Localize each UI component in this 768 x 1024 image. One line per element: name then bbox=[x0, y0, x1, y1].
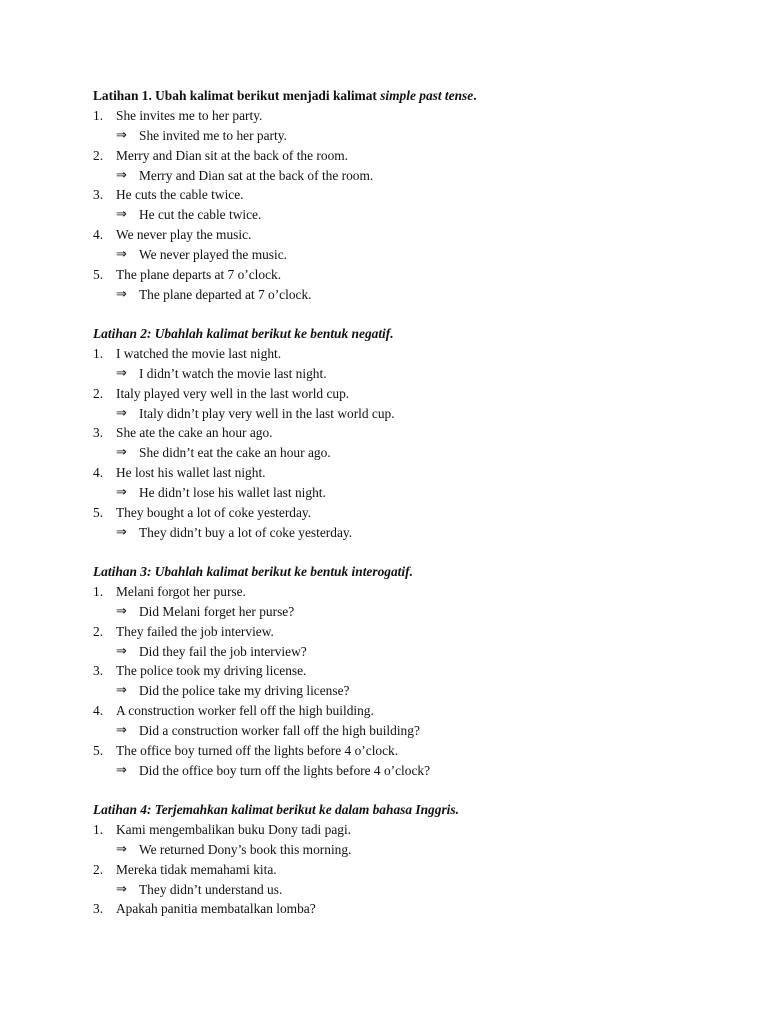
question-text: We never play the music. bbox=[116, 227, 252, 243]
list-item bbox=[93, 106, 713, 146]
list-item bbox=[93, 384, 713, 424]
answer-text: Did the police take my driving license? bbox=[139, 683, 350, 699]
right-double-arrow-icon: ⇒ bbox=[116, 643, 127, 659]
answer-text: Merry and Dian sat at the back of the room. bbox=[139, 167, 374, 183]
list-item bbox=[93, 185, 713, 225]
right-double-arrow-icon: ⇒ bbox=[116, 445, 127, 461]
right-double-arrow-icon: ⇒ bbox=[116, 841, 127, 857]
item-number: 4. bbox=[93, 703, 104, 719]
item-number: 5. bbox=[93, 742, 104, 758]
list-item bbox=[93, 622, 713, 662]
item-number: 2. bbox=[93, 147, 104, 163]
right-double-arrow-icon: ⇒ bbox=[116, 484, 127, 500]
list-item bbox=[93, 741, 713, 781]
item-number: 2. bbox=[93, 623, 104, 639]
question-text: A construction worker fell off the high building. bbox=[116, 703, 374, 719]
question-text: Mereka tidak memahami kita. bbox=[116, 861, 277, 877]
answer-text: They didn’t understand us. bbox=[139, 881, 283, 897]
item-number: 3. bbox=[93, 425, 104, 441]
right-double-arrow-icon: ⇒ bbox=[116, 524, 127, 540]
section-heading: Latihan 1. Ubah kalimat berikut menjadi kalimat simple past tense. bbox=[93, 88, 477, 103]
right-double-arrow-icon: ⇒ bbox=[116, 603, 127, 619]
item-number: 3. bbox=[93, 901, 104, 917]
item-number: 2. bbox=[93, 385, 104, 401]
answer-text: Did the office boy turn off the lights before 4 o’clock? bbox=[139, 762, 431, 778]
section-heading: Latihan 4: Terjemahkan kalimat berikut ke dalam bahasa Inggris. bbox=[93, 802, 459, 818]
list-item bbox=[93, 344, 713, 384]
answer-text: We never played the music. bbox=[139, 246, 288, 262]
list-item bbox=[93, 225, 713, 265]
answer-text: The plane departed at 7 o’clock. bbox=[139, 286, 312, 302]
answer-text: She didn’t eat the cake an hour ago. bbox=[139, 445, 331, 461]
list-item bbox=[93, 701, 713, 741]
item-number: 1. bbox=[93, 108, 104, 123]
right-double-arrow-icon: ⇒ bbox=[116, 365, 127, 381]
question-text: Italy played very well in the last world cup. bbox=[116, 385, 350, 401]
question-text: The office boy turned off the lights before 4 o’clock. bbox=[116, 742, 399, 758]
question-text: Melani forgot her purse. bbox=[116, 584, 246, 600]
list-item bbox=[93, 661, 713, 701]
item-number: 4. bbox=[93, 465, 104, 481]
item-number: 1. bbox=[93, 346, 104, 362]
right-double-arrow-icon: ⇒ bbox=[116, 207, 127, 223]
answer-text: He didn’t lose his wallet last night. bbox=[139, 484, 326, 500]
answer-text: Did a construction worker fall off the high building? bbox=[139, 722, 420, 738]
answer-text: I didn’t watch the movie last night. bbox=[139, 365, 327, 381]
list-item bbox=[93, 899, 713, 919]
list-item bbox=[93, 265, 713, 305]
right-double-arrow-icon: ⇒ bbox=[116, 405, 127, 421]
right-double-arrow-icon: ⇒ bbox=[116, 722, 127, 738]
right-double-arrow-icon: ⇒ bbox=[116, 762, 127, 778]
question-text: She ate the cake an hour ago. bbox=[116, 425, 273, 441]
answer-text: He cut the cable twice. bbox=[139, 207, 262, 223]
item-number: 1. bbox=[93, 584, 104, 600]
item-number: 1. bbox=[93, 822, 104, 838]
list-item bbox=[93, 463, 713, 503]
question-text: They bought a lot of coke yesterday. bbox=[116, 504, 312, 520]
question-text: Merry and Dian sit at the back of the room. bbox=[116, 147, 349, 163]
answer-text: Italy didn’t play very well in the last world cup. bbox=[139, 405, 395, 421]
answer-text: We returned Dony’s book this morning. bbox=[139, 841, 352, 857]
list-item bbox=[93, 582, 713, 622]
question-text: They failed the job interview. bbox=[116, 623, 274, 639]
answer-text: Did they fail the job interview? bbox=[139, 643, 307, 659]
question-text: The police took my driving license. bbox=[116, 663, 307, 679]
item-number: 3. bbox=[93, 663, 104, 679]
answer-text: Did Melani forget her purse? bbox=[139, 603, 295, 619]
item-number: 3. bbox=[93, 187, 104, 203]
item-number: 5. bbox=[93, 504, 104, 520]
exercise-section-2 bbox=[93, 324, 713, 542]
item-number: 2. bbox=[93, 861, 104, 877]
list-item bbox=[93, 423, 713, 463]
question-text: Apakah panitia membatalkan lomba? bbox=[116, 901, 316, 917]
exercise-section-4 bbox=[93, 800, 713, 919]
right-double-arrow-icon: ⇒ bbox=[116, 246, 127, 262]
section-heading: Latihan 2: Ubahlah kalimat berikut ke bentuk negatif. bbox=[93, 326, 394, 342]
exercise-section-3 bbox=[93, 562, 713, 780]
list-item bbox=[93, 820, 713, 860]
right-double-arrow-icon: ⇒ bbox=[116, 286, 127, 302]
item-number: 4. bbox=[93, 227, 104, 243]
right-double-arrow-icon: ⇒ bbox=[116, 683, 127, 699]
question-text: He cuts the cable twice. bbox=[116, 187, 244, 203]
answer-text: They didn’t buy a lot of coke yesterday. bbox=[139, 524, 353, 540]
answer-text: She invited me to her party. bbox=[139, 127, 287, 143]
question-text: The plane departs at 7 o’clock. bbox=[116, 266, 282, 282]
question-text: I watched the movie last night. bbox=[116, 346, 282, 362]
right-double-arrow-icon: ⇒ bbox=[116, 127, 127, 143]
list-item bbox=[93, 146, 713, 186]
right-double-arrow-icon: ⇒ bbox=[116, 167, 127, 183]
item-number: 5. bbox=[93, 266, 104, 282]
question-text: Kami mengembalikan buku Dony tadi pagi. bbox=[116, 822, 352, 838]
right-double-arrow-icon: ⇒ bbox=[116, 881, 127, 897]
exercise-content bbox=[93, 86, 713, 939]
list-item bbox=[93, 860, 713, 900]
question-text: He lost his wallet last night. bbox=[116, 465, 266, 481]
section-heading: Latihan 3: Ubahlah kalimat berikut ke bentuk interogatif. bbox=[93, 564, 413, 580]
question-text: She invites me to her party. bbox=[116, 108, 263, 123]
list-item bbox=[93, 503, 713, 543]
exercise-section-1 bbox=[93, 86, 713, 304]
